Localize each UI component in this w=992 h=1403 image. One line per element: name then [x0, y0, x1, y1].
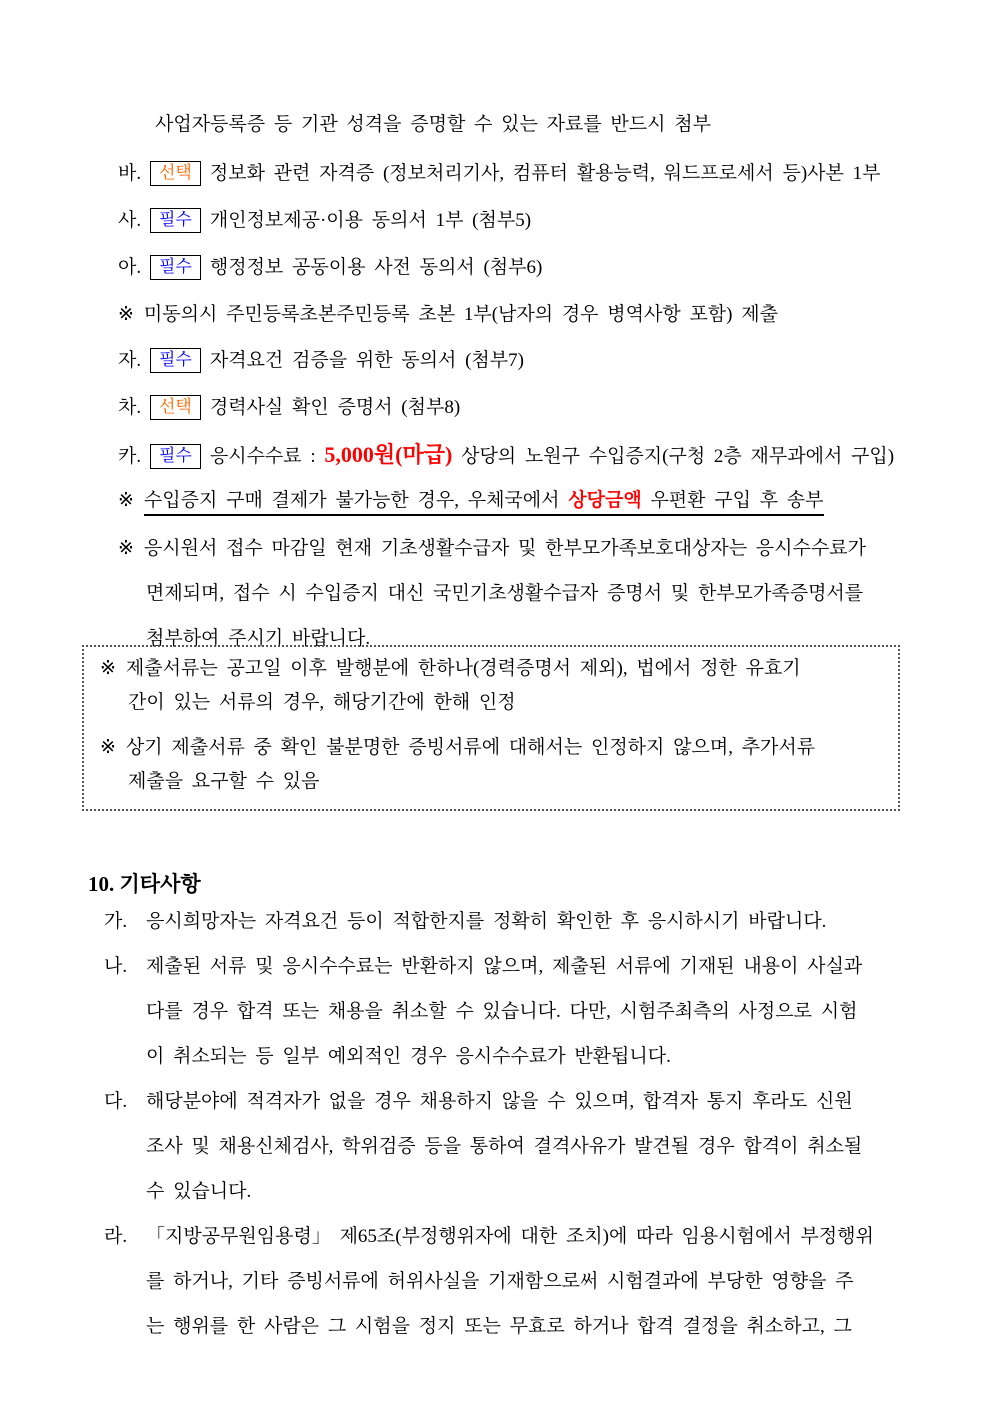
paragraph-line: 첨부하여 주시기 바랍니다. — [146, 628, 371, 649]
asterisk-marker: ※ — [100, 658, 116, 679]
section-item-line: 다를 경우 합격 또는 채용을 취소할 수 있습니다. 다만, 시험주최측의 사정으로 시험 — [146, 1001, 858, 1022]
required-badge: 필수 — [150, 208, 201, 233]
asterisk-marker: ※ — [118, 304, 134, 325]
box-note-line: 간이 있는 서류의 경우, 해당기간에 한해 인정 — [128, 692, 516, 713]
payment-highlight: 상당금액 — [568, 490, 642, 511]
item-label: 라. — [104, 1226, 128, 1247]
checklist-item — [118, 255, 542, 280]
required-badge: 필수 — [150, 348, 201, 373]
item-label: 차. — [118, 397, 142, 418]
item-text: 행정정보 공동이용 사전 동의서 (첨부6) — [209, 257, 543, 278]
section-item-line: 수 있습니다. — [146, 1181, 252, 1202]
item-label: 사. — [118, 210, 142, 231]
paragraph-line: 면제되며, 접수 시 수입증지 대신 국민기초생활수급자 증명서 및 한부모가족증명서를 — [146, 583, 864, 604]
paragraph-line: ※ 응시원서 접수 마감일 현재 기초생활수급자 및 한부모가족보호대상자는 응시수수료가 — [118, 526, 866, 571]
item-text: 개인정보제공·이용 동의서 1부 (첨부5) — [209, 210, 532, 231]
required-badge: 필수 — [150, 255, 201, 280]
box-note-line: ※ 제출서류는 공고일 이후 발행분에 한하나(경력증명서 제외), 법에서 정한 유효기 — [100, 652, 886, 686]
section-item-line: 는 행위를 한 사람은 그 시험을 정지 또는 무효로 하거나 합격 결정을 취소하고, 그 — [146, 1316, 852, 1337]
section-item-list — [104, 899, 874, 1349]
checklist-item — [118, 395, 460, 420]
item-label: 다. — [104, 1091, 128, 1112]
item-text: 경력사실 확인 증명서 (첨부8) — [209, 397, 461, 418]
section-item-line: 이 취소되는 등 일부 예외적인 경우 응시수수료가 반환됩니다. — [146, 1046, 671, 1067]
checklist-item-fee — [118, 441, 894, 469]
asterisk-marker: ※ — [118, 490, 134, 511]
box-note-line: ※ 상기 제출서류 중 확인 불분명한 증빙서류에 대해서는 인정하지 않으며, 추가서류 — [100, 731, 886, 765]
section-item-line: 가. 응시희망자는 자격요건 등이 적합한지를 정확히 확인한 후 응시하시기 바랍니다. — [104, 899, 874, 944]
item-text: 자격요건 검증을 위한 동의서 (첨부7) — [209, 350, 524, 371]
item-label: 카. — [118, 446, 142, 467]
notice-box — [82, 645, 900, 811]
required-badge: 필수 — [150, 444, 201, 469]
box-note-line: 제출을 요구할 수 있음 — [128, 771, 320, 792]
asterisk-marker: ※ — [100, 737, 116, 758]
section-item-line: 를 하거나, 기타 증빙서류에 허위사실을 기재함으로써 시험결과에 부당한 영향을 주 — [146, 1271, 854, 1292]
checklist-item — [118, 348, 524, 373]
item-label: 나. — [104, 956, 128, 977]
checklist-item — [118, 208, 531, 233]
note-text: 미동의시 주민등록초본주민등록 초본 1부(남자의 경우 병역사항 포함) 제출 — [143, 304, 778, 325]
item-text: 정보화 관련 자격증 (정보처리기사, 컴퓨터 활용능력, 워드프로세서 등)사본 1부 — [209, 163, 881, 184]
section-item-line: 다. 해당분야에 적격자가 없을 경우 채용하지 않을 수 있으며, 합격자 통지 후라도 신원 — [104, 1079, 874, 1124]
fee-suffix: 상당의 노원구 수입증지(구청 2층 재무과에서 구입) — [452, 446, 895, 467]
fee-amount: 5,000원(마급) — [324, 442, 453, 467]
checklist-item — [118, 161, 881, 186]
section-item-line: 라. 「지방공무원임용령」 제65조(부정행위자에 대한 조치)에 따라 임용시험에서 부정행위 — [104, 1214, 874, 1259]
optional-badge: 선택 — [150, 161, 201, 186]
item-label: 가. — [104, 911, 128, 932]
box-gap — [100, 720, 886, 731]
optional-badge: 선택 — [150, 395, 201, 420]
section-item-line: 조사 및 채용신체검사, 학위검증 등을 통하여 결격사유가 발견될 경우 합격이 취소될 — [146, 1136, 863, 1157]
note-payment — [118, 489, 824, 513]
underlined-text — [144, 490, 824, 516]
payment-pre: 수입증지 구매 결제가 불가능한 경우, 우체국에서 — [143, 490, 569, 511]
note-consent — [118, 303, 778, 327]
item-label: 바. — [118, 163, 142, 184]
section-heading: 10. 기타사항 — [88, 872, 201, 896]
section-item-line: 나. 제출된 서류 및 응시수수료는 반환하지 않으며, 제출된 서류에 기재된 내용이 사실과 — [104, 944, 874, 989]
fee-prefix: 응시수수료 : — [209, 446, 325, 467]
note-exemption — [118, 526, 866, 661]
intro-line: 사업자등록증 등 기관 성격을 증명할 수 있는 자료를 반드시 첨부 — [155, 114, 711, 135]
item-label: 아. — [118, 257, 142, 278]
asterisk-marker: ※ — [118, 538, 134, 559]
payment-post: 우편환 구입 후 송부 — [641, 490, 824, 511]
item-label: 자. — [118, 350, 142, 371]
